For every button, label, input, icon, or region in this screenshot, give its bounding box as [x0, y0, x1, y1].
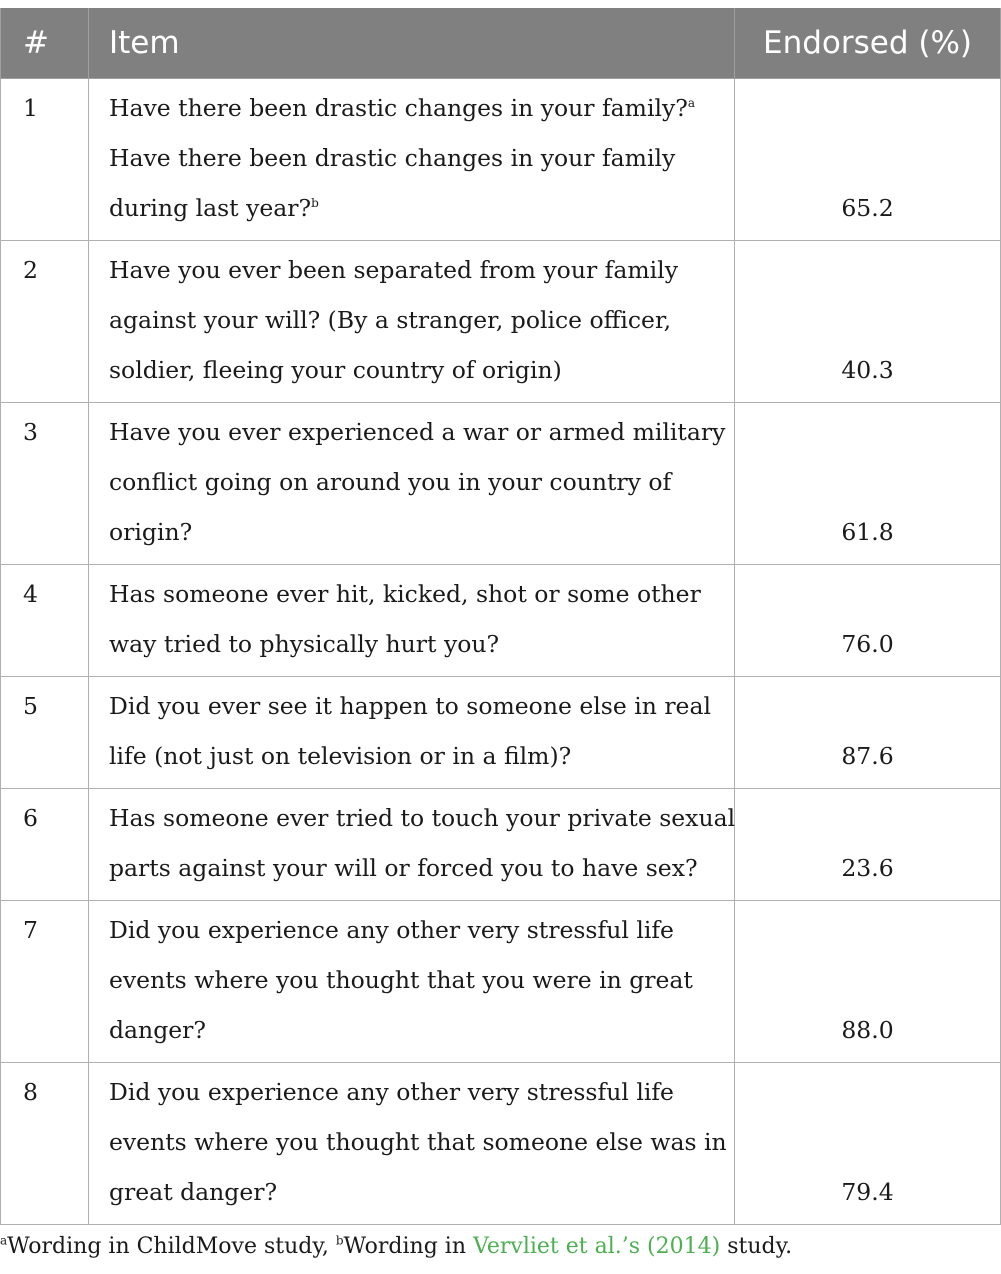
item-line	[109, 245, 716, 295]
row-number: 4	[1, 565, 89, 677]
footnote-text-end: study.	[720, 1234, 793, 1259]
item-line	[109, 345, 716, 395]
row-endorsed: 65.2	[735, 79, 1001, 241]
table-row	[1, 1063, 1001, 1225]
item-line	[109, 905, 716, 955]
item-line	[109, 1005, 716, 1055]
item-footnote-marker: a	[687, 96, 696, 111]
item-line	[109, 295, 716, 345]
item-line-text: Have you ever experienced a war or armed military	[109, 418, 726, 446]
row-number: 2	[1, 241, 89, 403]
item-line	[109, 843, 716, 893]
item-line-text: conflict going on around you in your country of	[109, 468, 672, 496]
row-number: 3	[1, 403, 89, 565]
table-row	[1, 403, 1001, 565]
item-line-text: origin?	[109, 518, 193, 546]
table-row	[1, 901, 1001, 1063]
item-line	[109, 457, 716, 507]
table-row	[1, 565, 1001, 677]
item-line-text: life (not just on television or in a film)?	[109, 742, 572, 770]
row-item	[89, 901, 735, 1063]
row-item	[89, 789, 735, 901]
table-header-row	[1, 8, 1001, 79]
header-number: #	[1, 8, 89, 79]
item-line-text: soldier, fleeing your country of origin)	[109, 356, 562, 384]
row-number: 1	[1, 79, 89, 241]
row-number: 8	[1, 1063, 89, 1225]
row-endorsed: 79.4	[735, 1063, 1001, 1225]
item-line	[109, 731, 716, 781]
item-line-text: Have you ever been separated from your family	[109, 256, 678, 284]
footnote-sup-a: a	[0, 1233, 8, 1248]
table-row	[1, 241, 1001, 403]
item-line-text: danger?	[109, 1016, 206, 1044]
row-endorsed: 61.8	[735, 403, 1001, 565]
item-line	[109, 407, 726, 457]
row-endorsed: 76.0	[735, 565, 1001, 677]
item-line-text: Has someone ever hit, kicked, shot or some other	[109, 580, 701, 608]
item-footnote-marker: b	[311, 196, 319, 211]
row-item	[89, 79, 735, 241]
table-body	[1, 79, 1001, 1225]
item-line-text: against your will? (By a stranger, police officer,	[109, 306, 672, 334]
item-line	[109, 183, 716, 233]
row-endorsed: 87.6	[735, 677, 1001, 789]
footnote-text-b: Wording in	[343, 1234, 473, 1259]
table-footnote	[0, 1232, 1000, 1262]
header-item: Item	[89, 8, 735, 79]
row-number: 5	[1, 677, 89, 789]
row-endorsed: 40.3	[735, 241, 1001, 403]
item-line-text: Did you ever see it happen to someone else in real	[109, 692, 711, 720]
item-line-text: way tried to physically hurt you?	[109, 630, 500, 658]
item-line-text: events where you thought that you were in great	[109, 966, 693, 994]
item-line-text: Have there been drastic changes in your family	[109, 144, 676, 172]
item-line	[109, 133, 716, 183]
item-line-text: during last year?	[109, 194, 312, 222]
item-line-text: parts against your will or forced you to have sex?	[109, 854, 698, 882]
item-line	[109, 1167, 716, 1217]
row-endorsed: 88.0	[735, 901, 1001, 1063]
footnote-sup-b: b	[335, 1233, 344, 1248]
item-line-text: events where you thought that someone else was in	[109, 1128, 727, 1156]
row-number: 6	[1, 789, 89, 901]
table-row	[1, 677, 1001, 789]
item-line-text: Did you experience any other very stressful life	[109, 916, 674, 944]
row-item	[89, 565, 735, 677]
row-item	[89, 241, 735, 403]
row-endorsed: 23.6	[735, 789, 1001, 901]
header-endorsed: Endorsed (%)	[735, 8, 1001, 79]
citation-link[interactable]: Vervliet et al.’s (2014)	[473, 1234, 721, 1259]
item-line	[109, 569, 716, 619]
endorsement-table	[0, 8, 1001, 1225]
table-row	[1, 79, 1001, 241]
item-line-text: Have there been drastic changes in your family?	[109, 94, 688, 122]
item-line	[109, 507, 716, 557]
row-item	[89, 1063, 735, 1225]
item-line	[109, 619, 716, 669]
row-item	[89, 403, 735, 565]
item-line	[109, 1067, 716, 1117]
item-line	[109, 681, 716, 731]
item-line	[109, 955, 716, 1005]
item-line	[109, 1117, 727, 1167]
row-number: 7	[1, 901, 89, 1063]
item-line	[109, 793, 736, 843]
footnote-text-a: Wording in ChildMove study,	[7, 1234, 336, 1259]
item-line-text: Did you experience any other very stressful life	[109, 1078, 674, 1106]
item-line-text: great danger?	[109, 1178, 278, 1206]
table-row	[1, 789, 1001, 901]
item-line	[109, 83, 716, 133]
item-line-text: Has someone ever tried to touch your private sexual	[109, 804, 736, 832]
row-item	[89, 677, 735, 789]
